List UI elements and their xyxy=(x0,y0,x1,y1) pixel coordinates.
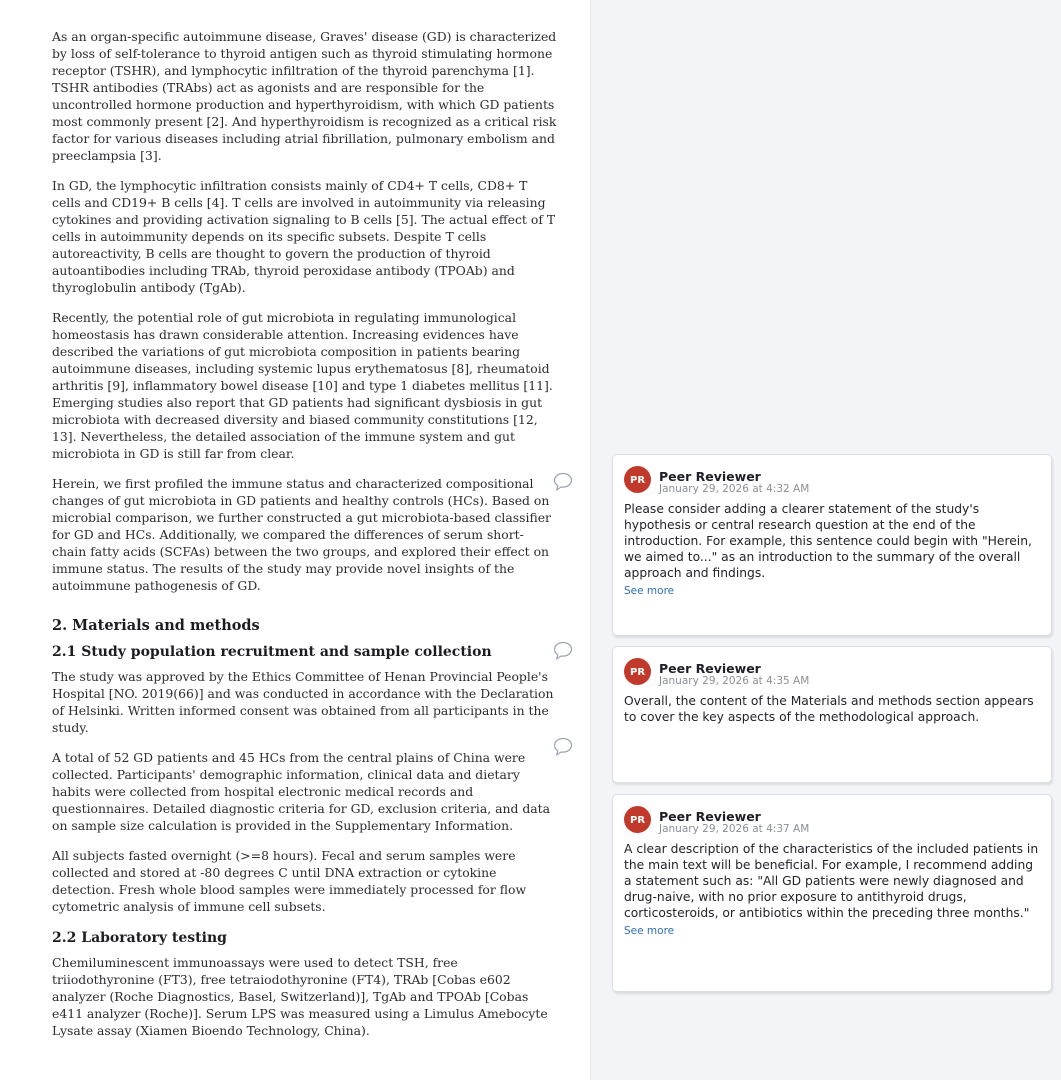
comment-card[interactable] xyxy=(612,646,1052,783)
comments-panel xyxy=(591,0,1061,1080)
subsection-heading-2-1-text: 2.1 Study population recruitment and sample collection xyxy=(52,644,492,660)
intro-paragraph-1: As an organ-specific autoimmune disease, Graves' disease (GD) is characterized by loss of self-tolerance to thyroid antigen such as thyroid stimulating hormone receptor (TSHR), and lymphocytic infiltration of the thyroid parenchyma [1]. TSHR antibodies (TRAbs) act as agonists and are responsible for the uncontrolled hormone production and hyperthyroidism, with which GD patients most commonly present [2]. And hyperthyroidism is recognized as a critical risk factor for various diseases including atrial fibrillation, pulmonary embolism and preeclampsia [3]. xyxy=(52,29,557,163)
speech-bubble-icon[interactable] xyxy=(552,736,574,758)
speech-bubble-icon[interactable] xyxy=(552,640,574,662)
intro-paragraph-4: Herein, we first profiled the immune status and characterized compositional changes of gut microbiota in GD patients and healthy controls (HCs). Based on microbial comparison, we further constructed a gut microbiota-based classifier for GD and HCs. Additionally, we compared the differences of serum short-chain fatty acids (SCFAs) between the two groups, and explored their effect on immune status. The results of the study may provide novel insights of the autoimmune pathogenesis of GD. xyxy=(52,476,551,593)
comment-author: Peer Reviewer xyxy=(659,469,761,484)
comment-text: Please consider adding a clearer statement of the study's hypothesis or central research question at the end of the introduction. For example, this sentence could begin with "Herein, we aimed to..." as an introduction to the summary of the overall approach and findings. xyxy=(624,502,1032,580)
methods-paragraph-2: A total of 52 GD patients and 45 HCs from the central plains of China were collected. Participants' demographic information, clinical data and dietary habits were collected from hospital electronic medical records and questionnaires. Detailed diagnostic criteria for GD, exclusion criteria, and data on sample size calculation is provided in the Supplementary Information. xyxy=(52,750,551,833)
comment-card[interactable] xyxy=(612,454,1052,636)
comment-timestamp: January 29, 2026 at 4:32 AM xyxy=(659,483,810,495)
comment-text: A clear description of the characteristics of the included patients in the main text will be beneficial. For example, I recommend adding a statement such as: "All GD patients were newly diagnosed and drug-naive, with no prior exposure to antithyroid drugs, corticosteroids, or antibiotics within the preceding three months." xyxy=(624,842,1039,920)
methods-paragraph-3: All subjects fasted overnight (>=8 hours). Fecal and serum samples were collected and stored at -80 degrees C until DNA extraction or cytokine detection. Fresh whole blood samples were immediately processed for flow cytometric analysis of immune cell subsets. xyxy=(52,848,527,914)
avatar: PR xyxy=(624,806,651,833)
methods-paragraph-2-wrapper xyxy=(52,749,558,834)
see-more-link[interactable]: See more xyxy=(624,925,675,937)
comment-author: Peer Reviewer xyxy=(659,661,761,676)
see-more-link[interactable]: See more xyxy=(624,585,675,597)
avatar: PR xyxy=(624,466,651,493)
comment-timestamp: January 29, 2026 at 4:37 AM xyxy=(659,823,810,835)
comment-text: Overall, the content of the Materials and methods section appears to cover the key aspects of the methodological approach. xyxy=(624,694,1034,724)
intro-paragraph-4-wrapper xyxy=(52,475,558,594)
comment-timestamp: January 29, 2026 at 4:35 AM xyxy=(659,675,810,687)
comment-body xyxy=(624,501,1044,599)
subsection-heading-2-2: 2.2 Laboratory testing xyxy=(52,930,227,946)
intro-paragraph-2: In GD, the lymphocytic infiltration consists mainly of CD4+ T cells, CD8+ T cells and CD19+ B cells [4]. T cells are involved in autoimmunity via releasing cytokines and providing activation signaling to B cells [5]. The actual effect of T cells in autoimmunity depends on its specific subsets. Despite T cells autoreactivity, B cells are thought to govern the production of thyroid autoantibodies including TRAb, thyroid peroxidase antibody (TPOAb) and thyroglobulin antibody (TgAb). xyxy=(52,178,556,295)
methods-paragraph-1: The study was approved by the Ethics Committee of Henan Provincial People's Hospital [NO. 2019(66)] and was conducted in accordance with the Declaration of Helsinki. Written informed consent was obtained from all participants in the study. xyxy=(52,669,554,735)
section-heading-methods: 2. Materials and methods xyxy=(52,617,260,634)
intro-paragraph-3: Recently, the potential role of gut microbiota in regulating immunological homeostasis has drawn considerable attention. Increasing evidences have described the variations of gut microbiota composition in patients bearing autoimmune diseases, including systemic lupus erythematosus [8], rheumatoid arthritis [9], inflammatory bowel disease [10] and type 1 diabetes mellitus [11]. Emerging studies also report that GD patients had significant dysbiosis in gut microbiota with decreased diversity and biased community constitutions [12, 13]. Nevertheless, the detailed association of the immune system and gut microbiota in GD is still far from clear. xyxy=(52,310,553,461)
subsection-heading-2-1 xyxy=(52,642,558,662)
speech-bubble-icon[interactable] xyxy=(552,471,574,493)
comment-body xyxy=(624,693,1044,725)
comment-card[interactable] xyxy=(612,794,1052,992)
comment-author: Peer Reviewer xyxy=(659,809,761,824)
document-content xyxy=(52,28,558,1052)
lab-testing-paragraph-1: Chemiluminescent immunoassays were used to detect TSH, free triiodothyronine (FT3), free tetraiodothyronine (FT4), TRAb [Cobas e602 analyzer (Roche Diagnostics, Basel, Switzerland)], TgAb and TPOAb [Cobas e411 analyzer (Roche)]. Serum LPS was measured using a Limulus Amebocyte Lysate assay (Xiamen Bioendo Technology, China). xyxy=(52,955,548,1038)
avatar: PR xyxy=(624,658,651,685)
comment-body xyxy=(624,841,1044,939)
